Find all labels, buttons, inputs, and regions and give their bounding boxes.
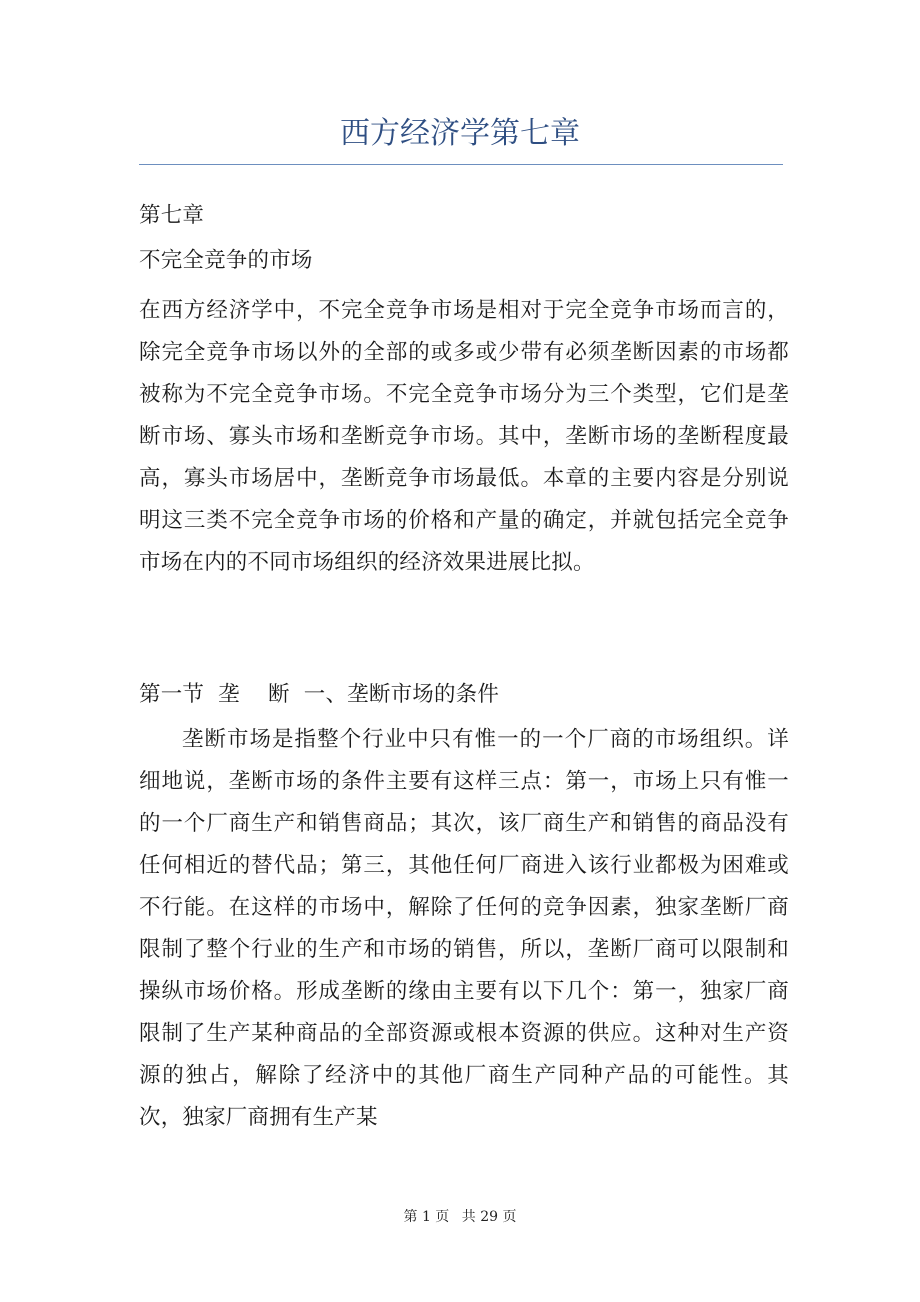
section-paragraph: 垄断市场是指整个行业中只有惟一的一个厂商的市场组织。详细地说，垄断市场的条件主要有这样三点：第一，市场上只有惟一的一个厂商生产和销售商品；其次，该厂商生产和销售的商品没有任何相近的替代品；第三，其他任何厂商进入该行业都极为困难或不行能。在这样的市场中，解除了任何的竞争因素，独家垄断厂商限制了整个行业的生产和市场的销售，所以，垄断厂商可以限制和操纵市场价格。形成垄断的缘由主要有以下几个：第一，独家厂商限制了生产某种商品的全部资源或根本资源的供应。这种对生产资源的独占，解除了经济中的其他厂商生产同种产品的可能性。其次，独家厂商拥有生产某 (139, 727, 789, 1130)
intro-paragraph: 在西方经济学中，不完全竞争市场是相对于完全竞争市场而言的，除完全竞争市场以外的全部的或多或少带有必须垄断因素的市场都被称为不完全竞争市场。不完全竞争市场分为三个类型，它们是垄断市场、寡头市场和垄断竞争市场。其中，垄断市场的垄断程度最高，寡头市场居中，垄断竞争市场最低。本章的主要内容是分别说明这三类不完全竞争市场的价格和产量的确定，并就包括完全竞争市场在内的不同市场组织的经济效果进展比拟。 (139, 298, 789, 575)
page-total: 共 29 页 (461, 1209, 517, 1225)
page-number: 第 1 页 (403, 1209, 450, 1225)
chapter-label: 第七章 (139, 203, 205, 228)
page-footer (0, 1207, 920, 1227)
title-divider (139, 164, 783, 165)
document-title: 西方经济学第七章 (340, 116, 580, 151)
section-heading: 第一节 垄 断 一、垄断市场的条件 (139, 682, 500, 707)
chapter-subtitle: 不完全竞争的市场 (139, 248, 313, 273)
